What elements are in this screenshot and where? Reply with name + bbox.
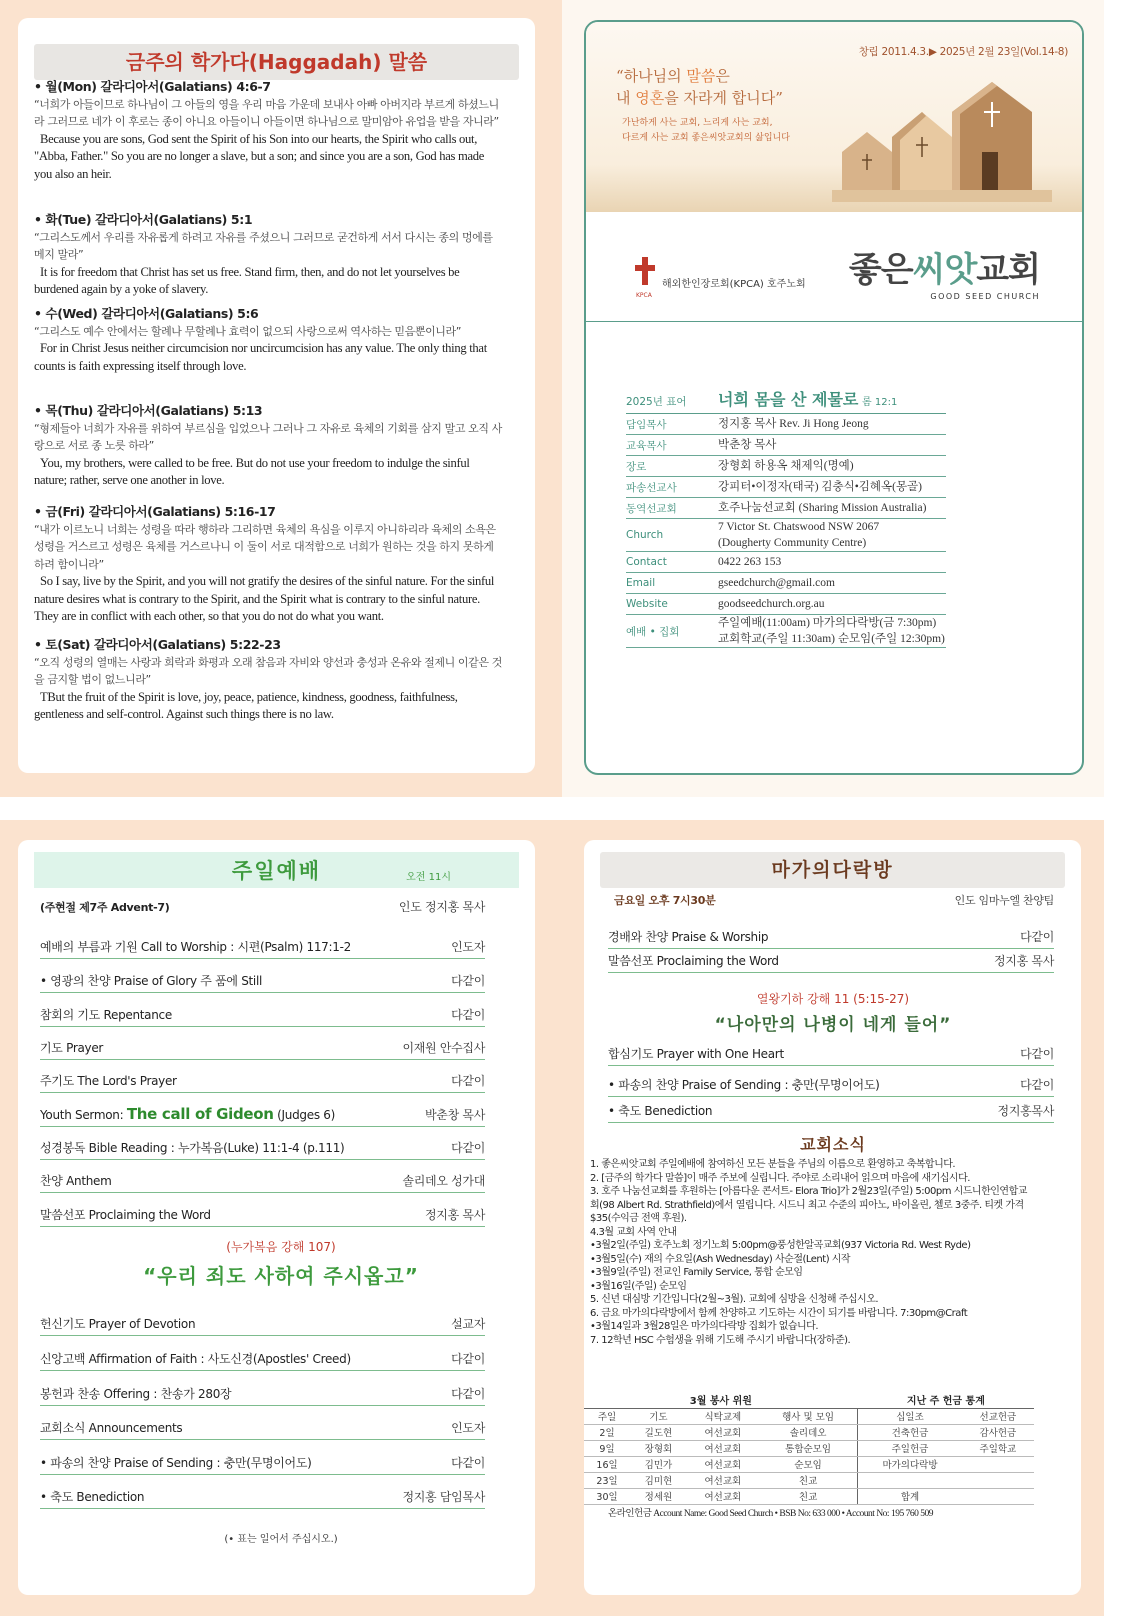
cover-headline: “하나님의 말씀은 내 영혼을 자라게 합니다”: [616, 67, 783, 107]
order-item: 성경봉독 Bible Reading : 누가복음(Luke) 11:1-4 (p.111): [40, 1141, 345, 1155]
order-row: [40, 1072, 485, 1093]
order-leader: 다같이: [451, 974, 485, 988]
table-row: [584, 1472, 1034, 1488]
order-item: • 파송의 찬양 Praise of Sending : 충만(무명이어도): [40, 1456, 312, 1470]
order-leader: 다같이: [451, 1141, 485, 1155]
devotional-day: [34, 503, 504, 626]
table-cell: 정세원: [630, 1488, 687, 1504]
table-cell: 김민가: [630, 1456, 687, 1472]
order-leader: 솔리데오 성가대: [402, 1174, 485, 1188]
devotional-title: • 월(Mon) 갈라디아서(Galatians) 4:6-7: [34, 79, 271, 94]
info-label: Church: [626, 529, 664, 541]
sermon-title: “우리 죄도 사하여 주시옵고”: [143, 1264, 419, 1288]
news-item: 6. 금요 마가의다락방에서 함께 찬양하고 기도하는 시간이 되기를 바랍니다. 7:30pm@Craft: [590, 1307, 968, 1319]
table-cell: 여선교회: [687, 1472, 759, 1488]
order-leader: 다같이: [451, 1008, 485, 1022]
order-leader: 다같이: [451, 1456, 485, 1470]
info-label: 교육목사: [626, 439, 667, 452]
table-cell: [962, 1456, 1034, 1472]
table-cell: [858, 1472, 962, 1488]
table-cell: 십일조: [858, 1408, 962, 1424]
order-row: [40, 1385, 485, 1406]
church-name: 좋은씨앗교회: [848, 250, 1040, 290]
order-row: [608, 928, 1054, 949]
order-item: 경배와 찬양 Praise & Worship: [608, 930, 769, 944]
service-title: 주일예배: [231, 859, 322, 883]
order-item: • 축도 Benediction: [608, 1104, 713, 1118]
news-item: •3월9일(주일) 전교인 Family Service, 통합 순모임: [590, 1267, 803, 1278]
news-item: 7. 12학년 HSC 수험생을 위해 기도해 주시기 바랍니다(장하준).: [590, 1334, 851, 1346]
order-row: [40, 1105, 485, 1127]
devotional-title: • 화(Tue) 갈라디아서(Galatians) 5:1: [34, 212, 253, 227]
order-row: [608, 1045, 1054, 1066]
news-item: 2. [금주의 학가다 말씀]이 매주 주보에 실립니다. 주야로 소리내어 읽으며 마음에 새기십시다.: [590, 1172, 970, 1184]
devotional-day: [34, 305, 504, 375]
table-row: [584, 1440, 1034, 1456]
info-label: 담임목사: [626, 418, 667, 431]
devotional-title: • 금(Fri) 갈라디아서(Galatians) 5:16-17: [34, 504, 276, 519]
table-cell: 9일: [584, 1440, 630, 1456]
order-item-a: Youth Sermon:: [40, 1108, 127, 1122]
info-value-line: 강피터•이정자(태국) 김충식•김혜옥(몽골): [718, 481, 922, 493]
info-label: Email: [626, 577, 656, 589]
order-leader: 설교자: [451, 1317, 485, 1331]
info-value-line: 장형회 하용옥 채제익(명예): [718, 460, 854, 472]
devotional-day: [34, 636, 504, 724]
offering-table-title: 지난 주 헌금 통계: [858, 1392, 1034, 1408]
motto: 너희 몸을 산 제물로 롬 12:1: [718, 390, 898, 409]
news-item: 1. 좋은씨앗교회 주일예배에 참여하신 모든 분들을 주님의 이름으로 환영하고 축복합니다.: [590, 1159, 956, 1170]
devotional-english: It is for freedom that Christ has set us free. Stand firm, then, and do not let yourselves be burdened again by a yoke of slavery.: [34, 264, 460, 296]
info-row: [626, 477, 946, 498]
news-item: 4.3월 교회 사역 안내: [590, 1226, 677, 1238]
info-label: Website: [626, 598, 668, 610]
table-row: [584, 1456, 1034, 1472]
order-leader: 인도자: [451, 940, 485, 954]
order-leader: 다같이: [451, 1352, 485, 1366]
order-item: 기도 Prayer: [40, 1041, 104, 1055]
order-leader: 정지홍 담임목사: [402, 1490, 485, 1504]
order-item: 헌신기도 Prayer of Devotion: [40, 1317, 196, 1331]
table-cell: 장형회: [630, 1440, 687, 1456]
devotional-english: Because you are sons, God sent the Spirit of his Son into our hearts, the Spirit who calls out, "Abba, Father." So you are no longer a slave, but a son; and since you are a son, God has made you also an heir.: [34, 131, 485, 181]
order-item: • 파송의 찬양 Praise of Sending : 충만(무명이어도): [608, 1078, 880, 1092]
account-info: 온라인헌금 Account Name: Good Seed Church • BSB No: 633 000 • Account No: 195 760 509: [608, 1509, 933, 1519]
info-row: [626, 519, 946, 552]
info-label: 예배 • 집회: [626, 625, 680, 638]
info-value: [718, 500, 946, 516]
kpca-cross-icon: [634, 257, 656, 291]
info-value: [718, 575, 946, 591]
order-item: 찬양 Anthem: [40, 1174, 112, 1188]
service-time: 오전 11시: [406, 872, 451, 883]
news-item: •3월14일과 3월28일은 마가의다락방 집회가 없습니다.: [590, 1321, 819, 1332]
devotional-day: [34, 402, 504, 490]
church-name-en: GOOD SEED CHURCH: [930, 292, 1040, 301]
table-cell: 감사헌금: [962, 1424, 1034, 1440]
friday-service-page: [562, 820, 1104, 1616]
order-leader: 이재원 안수집사: [402, 1041, 485, 1055]
info-label: 동역선교회: [626, 502, 677, 515]
order-row: [40, 1350, 485, 1371]
order-item: 신앙고백 Affirmation of Faith : 사도신경(Apostles' Creed): [40, 1352, 351, 1366]
info-value: [718, 596, 946, 612]
season-row: [40, 898, 485, 918]
devotional-title: • 토(Sat) 갈라디아서(Galatians) 5:22-23: [34, 637, 281, 652]
kpca-label: 해외한인장로회(KPCA) 호주노회: [662, 279, 806, 290]
table-cell: 행사 및 모임: [759, 1408, 858, 1424]
table-cell: 길도현: [630, 1424, 687, 1440]
news-item: 5. 신년 대심방 기간입니다(2월~3월). 교회에 심방을 신청해 주십시오.: [590, 1294, 879, 1305]
table-cell: [962, 1472, 1034, 1488]
order-row: [608, 952, 1054, 973]
table-cell: 솔리데오: [759, 1424, 858, 1440]
order-leader: 인도자: [451, 1421, 485, 1435]
info-value: [718, 479, 946, 495]
info-label: Contact: [626, 556, 667, 568]
order-row: [608, 1102, 1054, 1123]
order-leader: 박춘창 목사: [425, 1108, 485, 1122]
order-item: [40, 1105, 335, 1123]
order-row: [40, 1039, 485, 1060]
houses-illustration: [832, 82, 1052, 202]
devotional-english: TBut the fruit of the Spirit is love, joy, peace, patience, kindness, goodness, faithfulness, gentleness and self-control. Against such things there is no law.: [34, 689, 458, 721]
info-value: [718, 519, 946, 551]
youth-sermon-title: The call of Gideon: [126, 1105, 274, 1123]
devotional-day: [34, 211, 504, 299]
table-cell: 23일: [584, 1472, 630, 1488]
info-value: [718, 554, 946, 570]
table-cell: 주일: [584, 1408, 630, 1424]
table-header-row: [584, 1392, 1034, 1408]
info-value-line2: 교회학교(주일 11:30am) 순모임(주일 12:30pm): [718, 633, 945, 645]
standing-footnote: (• 표는 일어서 주십시오.): [224, 1534, 338, 1545]
devotional-korean: “그리스도께서 우리를 자유롭게 하려고 자유를 주셨으니 그러므로 굳건하게 서서 다시는 종의 멍에를 메지 말라”: [34, 230, 493, 261]
order-item: 봉헌과 찬송 Offering : 찬송가 280장: [40, 1387, 232, 1401]
season-label: (주현절 제7주 Advent-7): [40, 901, 170, 914]
order-item: 주기도 The Lord's Prayer: [40, 1074, 177, 1088]
table-row: [584, 1424, 1034, 1440]
info-label: 장로: [626, 460, 647, 473]
service-offering-table: [584, 1392, 1034, 1505]
order-leader: 다같이: [1020, 1047, 1054, 1061]
friday-lead: 인도 임마누엘 찬양팀: [954, 894, 1054, 907]
info-row: [626, 498, 946, 519]
haggadah-title: 금주의 학가다(Haggadah) 말씀: [125, 50, 428, 74]
news-item: •3월16일(주일) 순모임: [590, 1280, 687, 1292]
cover-frame: [584, 20, 1084, 775]
kpca-small-label: KPCA: [636, 292, 652, 299]
info-row: [626, 615, 946, 648]
order-item: 예배의 부름과 기원 Call to Worship : 시편(Psalm) 117:1-2: [40, 940, 351, 954]
table-cell: 순모임: [759, 1456, 858, 1472]
order-leader: 정지홍목사: [997, 1104, 1054, 1118]
table-cell: 김미현: [630, 1472, 687, 1488]
news-item: •3월5일(수) 재의 수요일(Ash Wednesday) 사순절(Lent) 시작: [590, 1253, 851, 1265]
order-leader: 정지홍 목사: [425, 1208, 485, 1222]
motto-row: [626, 392, 946, 414]
table-cell: 주일학교: [962, 1440, 1034, 1456]
table-cell: 친교: [759, 1472, 858, 1488]
devotional-korean: “형제들아 너희가 자유를 위하여 부르심을 입었으나 그러나 그 자유로 육체의 기회를 삼지 말고 오직 사랑으로 서로 종 노릇 하라”: [34, 421, 502, 452]
order-leader: 다같이: [1020, 1078, 1054, 1092]
info-value: [718, 458, 946, 474]
info-value-line: 호주나눔선교회 (Sharing Mission Australia): [718, 502, 927, 514]
info-value-line: gseedchurch@gmail.com: [718, 577, 835, 589]
devotional-korean: “내가 이르노니 너희는 성령을 따라 행하라 그리하면 육체의 욕심을 이루지 아니하리라 육체의 소욕은 성령을 거스르고 성령은 육체를 거스르나니 이 둘이 서로 대적함으로 너희가 원하는 것을 하지 못하게 하려 함이니라”: [34, 522, 496, 571]
order-item: 말씀선포 Proclaiming the Word: [608, 954, 779, 968]
table-cell: 여선교회: [687, 1440, 759, 1456]
devotional-korean: “오직 성령의 열매는 사랑과 희락과 화평과 오래 참음과 자비와 양선과 충성과 온유와 절제니 이같은 것을 금지할 법이 없느니라”: [34, 655, 502, 686]
haggadah-page: [0, 0, 562, 797]
cover-subtitle: 가난하게 사는 교회, 느리게 사는 교회, 다르게 사는 교회 좋은씨앗교회의 삶입니다: [622, 118, 790, 143]
table-cell: 기도: [630, 1408, 687, 1424]
devotional-title: • 목(Thu) 갈라디아서(Galatians) 5:13: [34, 403, 263, 418]
devotional-korean: “그리스도 예수 안에서는 할례나 무할례나 효력이 없으되 사랑으로써 역사하는 믿음뿐이니라”: [34, 324, 462, 338]
friday-sermon-reference: 열왕기하 강해 11 (5:15-27): [756, 992, 910, 1006]
info-value-line: 7 Victor St. Chatswood NSW 2067: [718, 521, 880, 533]
info-value-line2: (Dougherty Community Centre): [718, 537, 867, 549]
sunday-service-page: [0, 820, 562, 1616]
order-item: • 영광의 찬양 Praise of Glory 주 품에 Still: [40, 974, 263, 988]
cover-banner: [586, 22, 1082, 212]
order-row: [40, 1315, 485, 1336]
table-cell: 16일: [584, 1456, 630, 1472]
order-row: [40, 1488, 485, 1509]
info-row: [626, 435, 946, 456]
info-value-line: goodseedchurch.org.au: [718, 598, 825, 610]
friday-time-row: [614, 892, 1054, 911]
info-value-line: 주일예배(11:00am) 마가의다락방(금 7:30pm): [718, 617, 937, 629]
order-item-c: (Judges 6): [273, 1108, 335, 1122]
devotional-english: You, my brothers, were called to be free. But do not use your freedom to indulge the sinful nature; rather, serve one another in love.: [34, 455, 470, 487]
table-cell: 친교: [759, 1488, 858, 1504]
founding-date: 창립 2011.4.3.▶ 2025년 2월 23일(Vol.14-8): [858, 46, 1068, 58]
devotional-day: [34, 78, 504, 183]
info-value: [718, 416, 946, 432]
order-item: 교회소식 Announcements: [40, 1421, 183, 1435]
news-item: 3. 호주 나눔선교회를 후원하는 [아름다운 콘서트- Elora Trio]가 2월23일(주일) 5:00pm 시드니한인연합교회(98 Albert Rd. Strathfield)에서 열립니다. 시드니 최고 수준의 피아노, 바이올린, 첼로 3중주. 티켓 가격 $35(수익금 전액 후원).: [590, 1186, 1027, 1224]
news-item: •3월2일(주일) 호주노회 정기노회 5:00pm@풍성한알곡교회(937 Victoria Rd. West Ryde): [590, 1240, 971, 1251]
info-value: [718, 615, 946, 647]
table-cell: 여선교회: [687, 1456, 759, 1472]
table-cell: 여선교회: [687, 1488, 759, 1504]
info-value-line: 정지홍 목사 Rev. Ji Hong Jeong: [718, 418, 869, 430]
haggadah-header: [34, 44, 519, 80]
order-row: [40, 938, 485, 959]
table-cell: 2일: [584, 1424, 630, 1440]
order-leader: 정지홍 목사: [994, 954, 1054, 968]
church-news: [590, 1158, 1030, 1347]
friday-title: 마가의다락방: [771, 859, 894, 881]
order-leader: 다같이: [1020, 930, 1054, 944]
table-cell: 합계: [858, 1488, 962, 1504]
info-value-line: 박춘창 목사: [718, 439, 777, 451]
order-item: • 축도 Benediction: [40, 1490, 145, 1504]
volunteer-table-title: 3월 봉사 위원: [584, 1392, 858, 1408]
cover-logos: [586, 212, 1082, 322]
table-cell: 마가의다락방: [858, 1456, 962, 1472]
info-row: [626, 414, 946, 435]
friday-time: 금요일 오후 7시30분: [614, 894, 716, 907]
table-cell: 여선교회: [687, 1424, 759, 1440]
table-cell: 식탁교제: [687, 1408, 759, 1424]
info-row: [626, 552, 946, 573]
order-item: 말씀선포 Proclaiming the Word: [40, 1208, 211, 1222]
table-cell: 30일: [584, 1488, 630, 1504]
order-row: [40, 1419, 485, 1440]
order-row: [40, 1006, 485, 1027]
season-lead: 인도 정지홍 목사: [398, 900, 485, 914]
devotional-korean: “너희가 아들이므로 하나님이 그 아들의 영을 우리 마음 가운데 보내사 아빠 아버지라 부르게 하셨느니라 그러므로 네가 이 후로는 종이 아니요 아들이니 아들이면 하나님으로 말미암아 유업을 받을 자니라”: [34, 97, 499, 128]
info-value: [718, 437, 946, 453]
info-value-line: 0422 263 153: [718, 556, 782, 568]
info-row: [626, 573, 946, 594]
order-leader: 다같이: [451, 1074, 485, 1088]
news-title: 교회소식: [800, 1135, 866, 1154]
info-row: [626, 594, 946, 615]
table-row: [584, 1488, 1034, 1504]
order-row: [40, 1454, 485, 1475]
order-row: [608, 1076, 1054, 1097]
order-row: [40, 1172, 485, 1193]
table-cell: 건축헌금: [858, 1424, 962, 1440]
table-cell: 통합순모임: [759, 1440, 858, 1456]
order-row: [40, 1139, 485, 1160]
table-cell: 주일헌금: [858, 1440, 962, 1456]
order-row: [40, 1206, 485, 1227]
table-row: [584, 1408, 1034, 1424]
motto-label: 2025년 표어: [626, 396, 687, 408]
order-leader: 다같이: [451, 1387, 485, 1401]
devotional-english: For in Christ Jesus neither circumcision nor uncircumcision has any value. The only thing that counts is faith expressing itself through love.: [34, 341, 487, 373]
info-row: [626, 456, 946, 477]
sermon-reference: (누가복음 강해 107): [226, 1240, 336, 1254]
service-header: [34, 852, 519, 888]
order-item: 합심기도 Prayer with One Heart: [608, 1047, 784, 1061]
table-cell: 선교헌금: [962, 1408, 1034, 1424]
church-info: [626, 392, 946, 648]
cover-page: [562, 0, 1104, 797]
devotional-title: • 수(Wed) 갈라디아서(Galatians) 5:6: [34, 306, 259, 321]
devotional-english: So I say, live by the Spirit, and you will not gratify the desires of the sinful nature. For the sinful nature desires what is contrary to the Spirit, and the Spirit what is contrary to the sinful nature. They are in conflict with each other, so that you do not do what you want.: [34, 574, 495, 623]
table-cell: [962, 1488, 1034, 1504]
order-row: [40, 972, 485, 993]
info-label: 파송선교사: [626, 481, 677, 494]
order-item: 참회의 기도 Repentance: [40, 1008, 172, 1022]
friday-header: [600, 852, 1065, 888]
friday-sermon-title: “나아만의 나병이 네게 들어”: [714, 1015, 952, 1035]
